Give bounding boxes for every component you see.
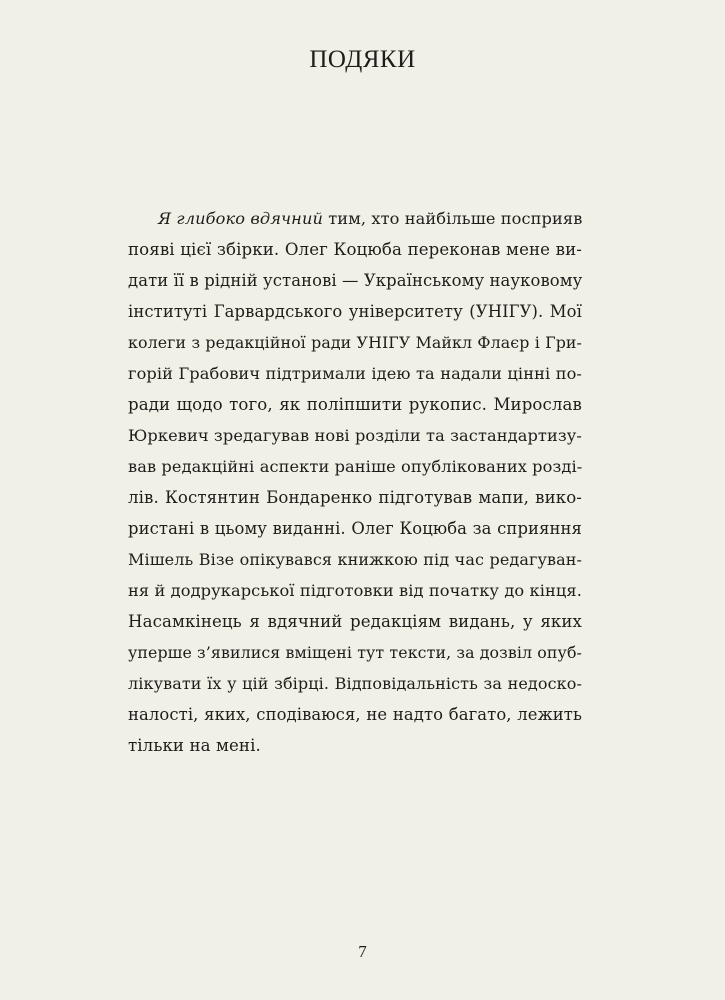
paragraph-line: ня й додрукарської підготовки від початку до кінця. [128, 581, 582, 600]
page-number: 7 [358, 942, 367, 961]
paragraph-line: вав редакційні аспекти раніше опублікованих розді- [128, 457, 583, 476]
paragraph-line-1 [128, 203, 582, 234]
paragraph-line: лів. Костянтин Бондаренко підготував мапи, вико- [128, 488, 582, 507]
page-title: ПОДЯКИ [309, 46, 416, 73]
paragraph-line: Мішель Візе опікувався книжкою під час редагуван- [128, 550, 582, 569]
paragraph-line: ристані в цьому виданні. Олег Коцюба за сприяння [128, 519, 582, 538]
paragraph-line: колеги з редакційної ради УНІГУ Майкл Флаєр і Гри- [128, 333, 582, 352]
paragraph-line: налості, яких, сподіваюся, не надто багато, лежить [128, 705, 582, 724]
paragraph-line: інституті Гарвардського університету (УНІГУ). Мої [128, 302, 582, 321]
paragraph-line: ради щодо того, як поліпшити рукопис. Мирослав [128, 395, 582, 414]
italic-phrase: Я глибоко вдячний [158, 209, 323, 228]
paragraph-line: дати її в рідній установі — Українському науковому [128, 271, 583, 290]
paragraph-line: горій Грабович підтримали ідею та надали цінні по- [128, 364, 582, 383]
paragraph-last-line: тільки на мені. [128, 736, 261, 755]
first-line-text: тим, хто найбільше посприяв [323, 209, 583, 228]
acknowledgements-paragraph [128, 203, 582, 761]
paragraph-line: Насамкінець я вдячний редакціям видань, у яких [128, 612, 582, 631]
paragraph-line: появі цієї збірки. Олег Коцюба переконав мене ви- [128, 240, 582, 259]
paragraph-line: Юркевич зредагував нові розділи та застандартизу- [128, 426, 582, 445]
paragraph-line: уперше з’явилися вміщені тут тексти, за дозвіл опуб- [128, 643, 582, 662]
paragraph-line: лікувати їх у цій збірці. Відповідальність за недоско- [128, 674, 582, 693]
